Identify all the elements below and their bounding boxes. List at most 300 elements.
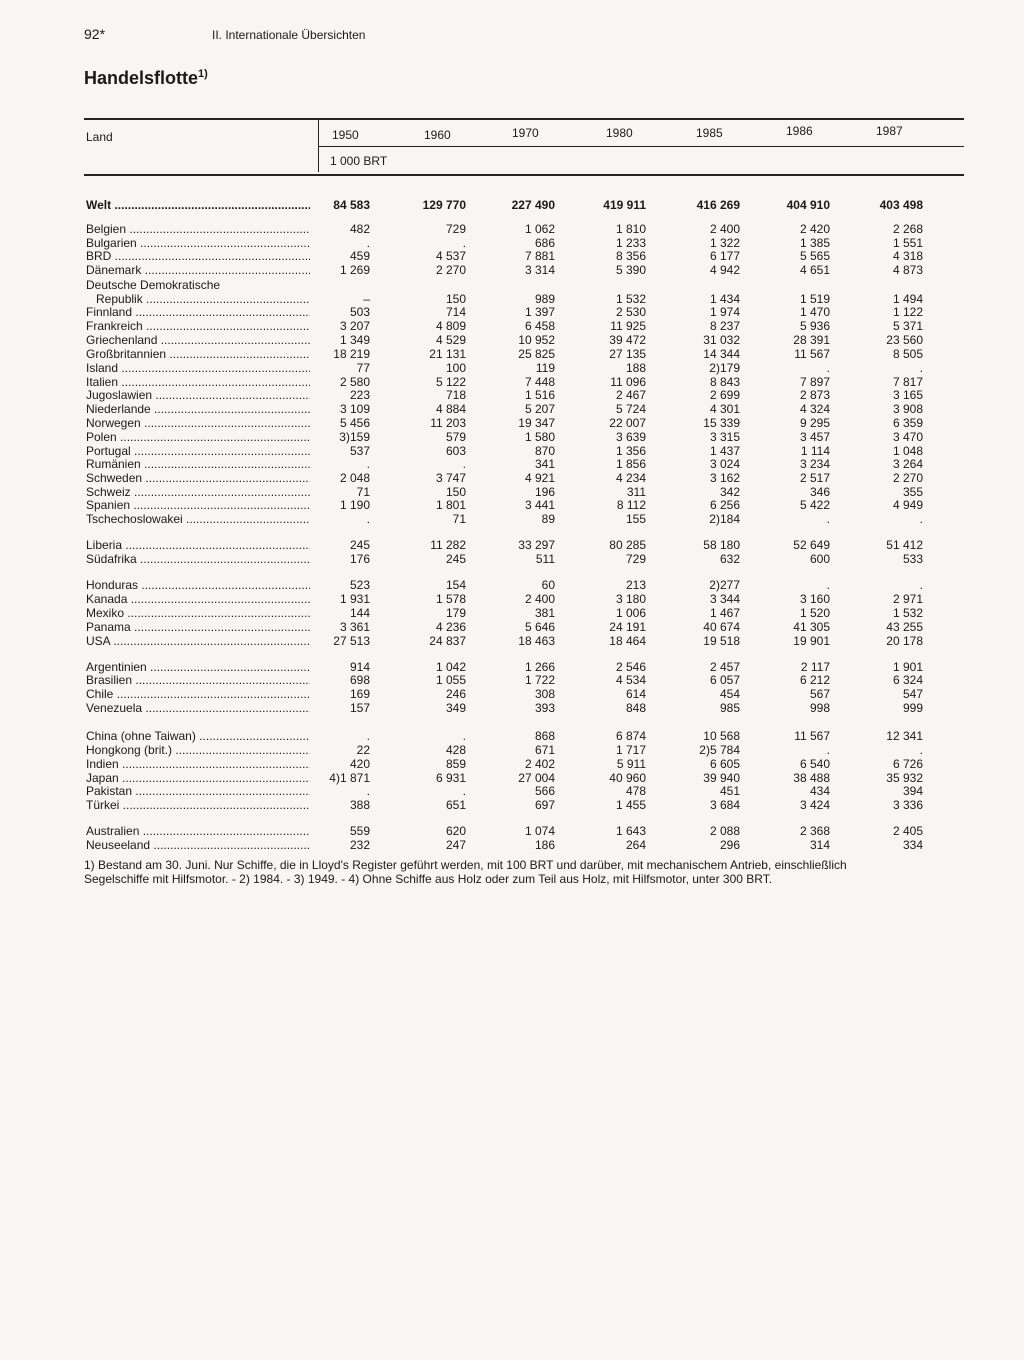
- cell-value: 3 160: [799, 592, 830, 606]
- cell-value: 6 605: [709, 757, 740, 771]
- cell-value: .: [366, 512, 370, 526]
- cell-value: 1 551: [892, 236, 923, 250]
- cell-value: 4 324: [799, 402, 830, 416]
- cell-value: 179: [445, 606, 466, 620]
- cell-value: 620: [445, 824, 466, 838]
- row-label: Portugal .....: [86, 444, 310, 458]
- cell-value: 5 122: [435, 375, 466, 389]
- cell-value: 157: [349, 701, 370, 715]
- cell-value: 11 567: [794, 347, 830, 361]
- cell-value: 718: [445, 388, 466, 402]
- cell-value: .: [826, 743, 830, 757]
- row-label: Brasilien .....: [86, 673, 310, 687]
- cell-value: 1 322: [709, 236, 740, 250]
- cell-value: 3 684: [709, 798, 740, 812]
- cell-value: 3 234: [799, 457, 830, 471]
- cell-value: 80 285: [609, 538, 646, 552]
- cell-value: 19 518: [703, 634, 740, 648]
- table-row: [0, 771, 1024, 785]
- cell-value: 11 096: [610, 375, 646, 389]
- cell-value: .: [826, 578, 830, 592]
- cell-value: 10 568: [703, 729, 740, 743]
- row-label: Deutsche Demokratische: [86, 278, 221, 292]
- cell-value: 600: [809, 552, 830, 566]
- table-row: [0, 319, 1024, 333]
- cell-value: 2 400: [709, 222, 740, 236]
- cell-value: 58 180: [703, 538, 740, 552]
- table-row: [0, 634, 1024, 648]
- cell-value: 999: [902, 701, 923, 715]
- table-row: [0, 444, 1024, 458]
- cell-value: 186: [534, 838, 555, 852]
- table-row: [0, 578, 1024, 592]
- col-header-year: 1986: [786, 124, 813, 138]
- cell-value: 2)277: [709, 578, 740, 592]
- cell-value: 8 843: [709, 375, 740, 389]
- cell-value: 7 881: [524, 249, 555, 263]
- cell-value: 2 400: [524, 592, 555, 606]
- table-row: [0, 838, 1024, 852]
- table-row: [0, 333, 1024, 347]
- cell-value: 4 651: [799, 263, 830, 277]
- cell-value: 1 190: [339, 498, 370, 512]
- cell-value: 1 434: [709, 292, 740, 306]
- row-label: Liberia .....: [86, 538, 310, 552]
- cell-value: 246: [445, 687, 466, 701]
- row-label: Hongkong (brit.) .....: [86, 743, 310, 757]
- cell-value: 2)184: [709, 512, 740, 526]
- cell-value: .: [462, 236, 466, 250]
- cell-value: 8 112: [616, 498, 646, 512]
- cell-value: 523: [349, 578, 370, 592]
- cell-value: 100: [445, 361, 466, 375]
- cell-value: 1 470: [799, 305, 830, 319]
- cell-value: 6 057: [709, 673, 740, 687]
- cell-value: 12 341: [886, 729, 923, 743]
- cell-value: 35 932: [886, 771, 923, 785]
- row-label: Republik .....: [96, 292, 310, 306]
- cell-value: .: [366, 457, 370, 471]
- cell-value: 40 960: [609, 771, 646, 785]
- row-label: Neuseeland .....: [86, 838, 310, 852]
- cell-value: 8 505: [892, 347, 923, 361]
- table-row: [0, 512, 1024, 526]
- cell-value: 419 911: [603, 198, 646, 212]
- table-row: [0, 538, 1024, 552]
- cell-value: 1 516: [524, 388, 555, 402]
- row-label: Polen .....: [86, 430, 310, 444]
- cell-value: 859: [445, 757, 466, 771]
- cell-value: .: [919, 743, 923, 757]
- cell-value: 537: [349, 444, 370, 458]
- cell-value: 482: [349, 222, 370, 236]
- cell-value: 381: [534, 606, 555, 620]
- cell-value: 1 974: [709, 305, 740, 319]
- cell-value: 245: [445, 552, 466, 566]
- cell-value: 247: [445, 838, 466, 852]
- cell-value: 314: [809, 838, 830, 852]
- cell-value: 1 722: [524, 673, 555, 687]
- table-row: [0, 673, 1024, 687]
- cell-value: 23 560: [886, 333, 923, 347]
- cell-value: 11 282: [430, 538, 466, 552]
- cell-value: 428: [445, 743, 466, 757]
- cell-value: 3 908: [892, 402, 923, 416]
- table-row: [0, 249, 1024, 263]
- table-top-rule: [84, 118, 964, 120]
- cell-value: 729: [445, 222, 466, 236]
- cell-value: 1 055: [435, 673, 466, 687]
- table-row: [0, 222, 1024, 236]
- col-header-year: 1985: [696, 126, 723, 140]
- cell-value: 213: [625, 578, 646, 592]
- row-label: Chile .....: [86, 687, 310, 701]
- cell-value: 5 390: [615, 263, 646, 277]
- row-label: Argentinien .....: [86, 660, 310, 674]
- cell-value: 3 109: [339, 402, 370, 416]
- cell-value: 71: [356, 485, 370, 499]
- cell-value: 5 646: [524, 620, 555, 634]
- cell-value: .: [366, 729, 370, 743]
- cell-value: 5 371: [892, 319, 923, 333]
- cell-value: 6 256: [709, 498, 740, 512]
- cell-value: 18 219: [333, 347, 370, 361]
- row-label: Belgien .....: [86, 222, 310, 236]
- cell-value: 27 004: [518, 771, 555, 785]
- cell-value: 2 971: [892, 592, 923, 606]
- cell-value: 33 297: [518, 538, 555, 552]
- cell-value: 39 940: [703, 771, 740, 785]
- cell-value: 7 448: [524, 375, 555, 389]
- cell-value: 52 649: [793, 538, 830, 552]
- row-label: Niederlande .....: [86, 402, 310, 416]
- col-header-land: Land: [86, 130, 113, 144]
- cell-value: 355: [902, 485, 923, 499]
- cell-value: 404 910: [786, 198, 830, 212]
- cell-value: 2 546: [615, 660, 646, 674]
- cell-value: 1 931: [339, 592, 370, 606]
- cell-value: –: [363, 292, 370, 306]
- cell-value: 4 537: [435, 249, 466, 263]
- table-row: [0, 729, 1024, 743]
- cell-value: .: [462, 729, 466, 743]
- cell-value: 4 809: [435, 319, 466, 333]
- table-row: [0, 687, 1024, 701]
- cell-value: 4)1 871: [329, 771, 370, 785]
- cell-value: 388: [349, 798, 370, 812]
- cell-value: 4 873: [892, 263, 923, 277]
- cell-value: 603: [445, 444, 466, 458]
- cell-value: 614: [625, 687, 646, 701]
- cell-value: 1 455: [615, 798, 646, 812]
- cell-value: 11 567: [794, 729, 830, 743]
- cell-value: 119: [535, 361, 555, 375]
- table-row: [0, 498, 1024, 512]
- cell-value: 2 457: [709, 660, 740, 674]
- cell-value: 19 347: [518, 416, 555, 430]
- cell-value: 403 498: [879, 198, 923, 212]
- cell-value: 18 463: [518, 634, 555, 648]
- cell-value: 848: [625, 701, 646, 715]
- cell-value: 503: [349, 305, 370, 319]
- table-row: [0, 457, 1024, 471]
- cell-value: 1 901: [892, 660, 923, 674]
- cell-value: 4 921: [524, 471, 555, 485]
- row-label: Schweiz .....: [86, 485, 310, 499]
- table-row: [0, 606, 1024, 620]
- cell-value: 2)179: [709, 361, 740, 375]
- cell-value: 1 580: [524, 430, 555, 444]
- cell-value: 5 936: [799, 319, 830, 333]
- footnote-line: Segelschiffe mit Hilfsmotor. - 2) 1984. - 3) 1949. - 4) Ohne Schiffe aus Holz oder zum Teil aus Holz, mit Hilfsmotor, unter 300 BRT.: [84, 872, 773, 886]
- cell-value: 4 884: [435, 402, 466, 416]
- cell-value: 2 405: [892, 824, 923, 838]
- cell-value: 3 336: [892, 798, 923, 812]
- cell-value: 1 810: [615, 222, 646, 236]
- cell-value: 24 837: [429, 634, 466, 648]
- col-header-year: 1950: [332, 128, 359, 142]
- cell-value: 1 717: [615, 743, 646, 757]
- cell-value: 914: [349, 660, 370, 674]
- row-label: Dänemark .....: [86, 263, 310, 277]
- table-row: [0, 824, 1024, 838]
- table-row: [0, 402, 1024, 416]
- cell-value: 2 530: [615, 305, 646, 319]
- cell-value: 11 203: [430, 416, 466, 430]
- cell-value: 559: [349, 824, 370, 838]
- cell-value: 19 901: [793, 634, 830, 648]
- cell-value: 566: [534, 784, 555, 798]
- cell-value: 2 368: [799, 824, 830, 838]
- cell-value: 227 490: [511, 198, 555, 212]
- cell-value: 7 897: [799, 375, 830, 389]
- cell-value: 868: [534, 729, 555, 743]
- cell-value: 264: [625, 838, 646, 852]
- cell-value: 1 062: [524, 222, 555, 236]
- cell-value: 394: [902, 784, 923, 798]
- cell-value: 3 207: [339, 319, 370, 333]
- cell-value: 3 315: [709, 430, 740, 444]
- cell-value: 697: [534, 798, 555, 812]
- cell-value: 989: [534, 292, 555, 306]
- cell-value: 4 949: [892, 498, 923, 512]
- cell-value: 4 318: [892, 249, 923, 263]
- cell-value: 547: [902, 687, 923, 701]
- cell-value: 6 212: [799, 673, 830, 687]
- row-label: Frankreich .....: [86, 319, 310, 333]
- row-label: Schweden .....: [86, 471, 310, 485]
- cell-value: 2 270: [892, 471, 923, 485]
- row-label: Indien .....: [86, 757, 310, 771]
- cell-value: 150: [445, 292, 466, 306]
- cell-value: 1 385: [799, 236, 830, 250]
- cell-value: 1 006: [615, 606, 646, 620]
- row-label: Bulgarien .....: [86, 236, 310, 250]
- cell-value: .: [366, 784, 370, 798]
- cell-value: 1 074: [524, 824, 555, 838]
- cell-value: 632: [719, 552, 740, 566]
- cell-value: 3 639: [615, 430, 646, 444]
- row-label: Spanien .....: [86, 498, 310, 512]
- cell-value: .: [826, 512, 830, 526]
- cell-value: 420: [349, 757, 370, 771]
- cell-value: 567: [809, 687, 830, 701]
- cell-value: 22 007: [609, 416, 646, 430]
- cell-value: 2 117: [800, 660, 830, 674]
- cell-value: 342: [719, 485, 740, 499]
- cell-value: 1 856: [615, 457, 646, 471]
- cell-value: 454: [719, 687, 740, 701]
- cell-value: 3 165: [892, 388, 923, 402]
- cell-value: 196: [534, 485, 555, 499]
- table-row: [0, 305, 1024, 319]
- cell-value: 14 344: [703, 347, 740, 361]
- col-header-year: 1970: [512, 126, 539, 140]
- cell-value: 985: [719, 701, 740, 715]
- table-row: [0, 416, 1024, 430]
- row-label: Island .....: [86, 361, 310, 375]
- cell-value: 38 488: [793, 771, 830, 785]
- cell-value: 8 356: [615, 249, 646, 263]
- cell-value: 2 420: [799, 222, 830, 236]
- cell-value: 77: [356, 361, 370, 375]
- cell-value: 308: [534, 687, 555, 701]
- cell-value: 311: [626, 485, 646, 499]
- cell-value: 31 032: [703, 333, 740, 347]
- cell-value: 4 236: [435, 620, 466, 634]
- row-label: USA .....: [86, 634, 310, 648]
- row-label: Japan .....: [86, 771, 310, 785]
- col-header-year: 1987: [876, 124, 903, 138]
- cell-value: 334: [902, 838, 923, 852]
- cell-value: 7 817: [892, 375, 923, 389]
- row-label: Griechenland .....: [86, 333, 310, 347]
- cell-value: 10 952: [518, 333, 555, 347]
- cell-value: 5 724: [615, 402, 646, 416]
- cell-value: 1 520: [799, 606, 830, 620]
- cell-value: 686: [534, 236, 555, 250]
- cell-value: 459: [349, 249, 370, 263]
- cell-value: 3)159: [339, 430, 370, 444]
- row-label: Italien .....: [86, 375, 310, 389]
- cell-value: 3 457: [799, 430, 830, 444]
- table-row: [0, 388, 1024, 402]
- cell-value: 3 180: [615, 592, 646, 606]
- cell-value: 3 314: [524, 263, 555, 277]
- row-label: Welt .....: [86, 198, 310, 212]
- cell-value: 2 268: [892, 222, 923, 236]
- title-text: Handelsflotte: [84, 68, 199, 88]
- cell-value: .: [919, 361, 923, 375]
- cell-value: 27 135: [609, 347, 646, 361]
- cell-value: 21 131: [429, 347, 466, 361]
- cell-value: 5 565: [799, 249, 830, 263]
- cell-value: 155: [625, 512, 646, 526]
- row-label: Großbritannien .....: [86, 347, 310, 361]
- cell-value: 3 024: [709, 457, 740, 471]
- cell-value: 20 178: [886, 634, 923, 648]
- cell-value: 6 874: [615, 729, 646, 743]
- cell-value: 18 464: [609, 634, 646, 648]
- cell-value: 176: [349, 552, 370, 566]
- cell-value: 1 494: [892, 292, 923, 306]
- title-footnote-mark: 1): [198, 68, 208, 80]
- cell-value: 8 237: [709, 319, 740, 333]
- cell-value: 1 122: [892, 305, 923, 319]
- cell-value: 3 470: [892, 430, 923, 444]
- cell-value: 3 361: [339, 620, 370, 634]
- cell-value: 150: [445, 485, 466, 499]
- table-row: [0, 757, 1024, 771]
- row-label: China (ohne Taiwan) .....: [86, 729, 310, 743]
- cell-value: 3 747: [435, 471, 466, 485]
- cell-value: 129 770: [422, 198, 466, 212]
- table-row: [0, 784, 1024, 798]
- row-label: Panama .....: [86, 620, 310, 634]
- cell-value: 41 305: [793, 620, 830, 634]
- cell-value: 5 207: [524, 402, 555, 416]
- cell-value: 1 266: [524, 660, 555, 674]
- table-row: [0, 361, 1024, 375]
- cell-value: 84 583: [333, 198, 370, 212]
- cell-value: 651: [445, 798, 466, 812]
- cell-value: 1 801: [435, 498, 466, 512]
- cell-value: 341: [534, 457, 555, 471]
- row-label: Norwegen .....: [86, 416, 310, 430]
- cell-value: 870: [534, 444, 555, 458]
- cell-value: 11 925: [610, 319, 646, 333]
- table-row: [0, 263, 1024, 277]
- cell-value: 60: [541, 578, 555, 592]
- row-label: Venezuela .....: [86, 701, 310, 715]
- cell-value: 51 412: [886, 538, 923, 552]
- cell-value: 9 295: [799, 416, 830, 430]
- cell-value: 2 270: [435, 263, 466, 277]
- cell-value: 1 578: [435, 592, 466, 606]
- cell-value: 71: [452, 512, 466, 526]
- cell-value: 1 356: [615, 444, 646, 458]
- cell-value: 1 397: [524, 305, 555, 319]
- cell-value: 3 162: [709, 471, 740, 485]
- row-label: Mexiko .....: [86, 606, 310, 620]
- row-label: Tschechoslowakei .....: [86, 512, 310, 526]
- cell-value: 1 114: [800, 444, 830, 458]
- cell-value: 27 513: [333, 634, 370, 648]
- cell-value: 1 437: [709, 444, 740, 458]
- cell-value: 232: [349, 838, 370, 852]
- footnote: [84, 858, 974, 886]
- cell-value: 43 255: [886, 620, 923, 634]
- cell-value: 1 269: [339, 263, 370, 277]
- cell-value: 39 472: [609, 333, 646, 347]
- table-row: [0, 798, 1024, 812]
- cell-value: 1 532: [892, 606, 923, 620]
- table-row: [0, 375, 1024, 389]
- cell-value: 40 674: [703, 620, 740, 634]
- table-row: [0, 430, 1024, 444]
- cell-value: 6 359: [892, 416, 923, 430]
- cell-value: 6 324: [892, 673, 923, 687]
- cell-value: 2 048: [339, 471, 370, 485]
- cell-value: 1 233: [615, 236, 646, 250]
- cell-value: 349: [445, 701, 466, 715]
- row-label: Pakistan .....: [86, 784, 310, 798]
- cell-value: 511: [535, 552, 555, 566]
- table-row: [0, 292, 1024, 306]
- page-number: 92*: [84, 26, 106, 42]
- cell-value: 2 699: [709, 388, 740, 402]
- table-row: [0, 485, 1024, 499]
